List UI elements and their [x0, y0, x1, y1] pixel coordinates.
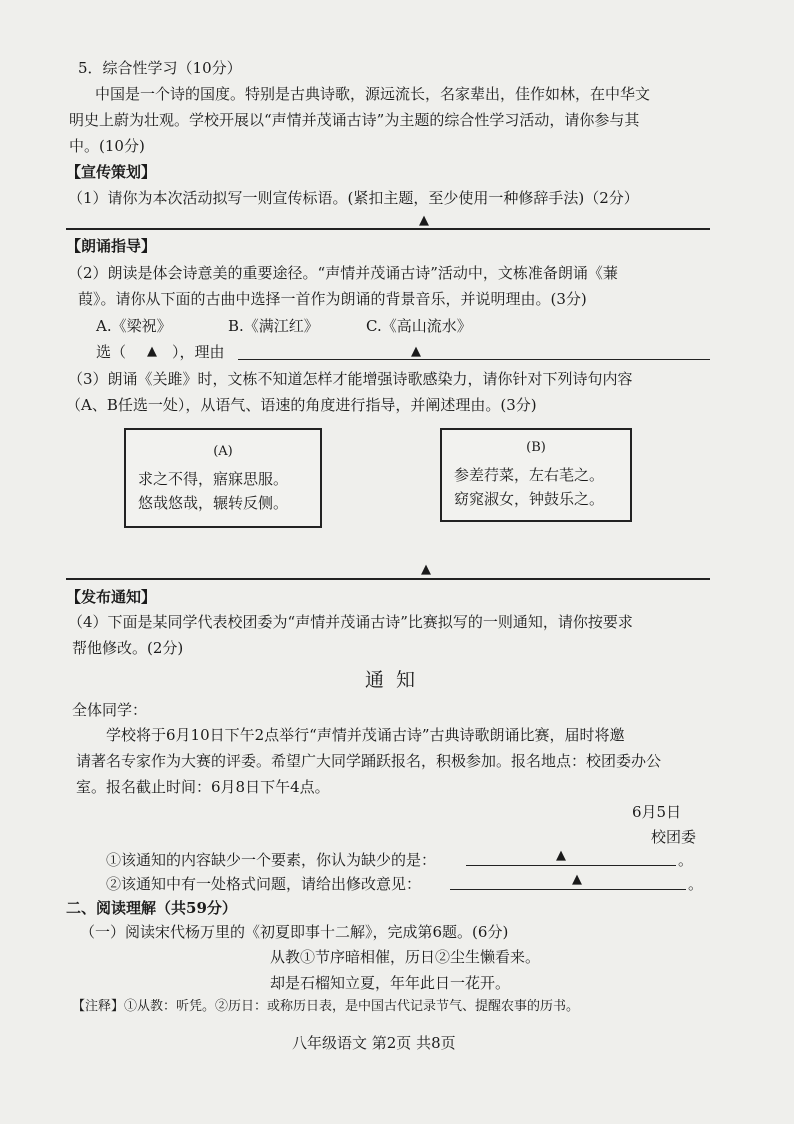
- poem-line-2: 却是石榴知立夏，年年此日一花开。: [270, 974, 511, 992]
- section-heading-recitation: 【朗诵指导】: [66, 237, 157, 255]
- sub-question-1-answer-line[interactable]: [466, 865, 676, 866]
- notice-date: 6月5日: [632, 803, 682, 821]
- box-b-label: (B): [526, 440, 546, 455]
- answer-line[interactable]: [66, 228, 710, 230]
- part-2-sub-heading: （一）阅读宋代杨万里的《初夏即事十二解》，完成第6题。(6分): [80, 923, 509, 941]
- box-a-line-1: 求之不得，寤寐思服。: [138, 470, 289, 488]
- answer-marker: ▲: [421, 562, 431, 577]
- poem-box-a: [124, 428, 322, 528]
- sub-question-2: ②该通知中有一处格式问题，请给出修改意见：: [106, 875, 422, 893]
- notice-body-line-3: 室。报名截止时间：6月8日下午4点。: [76, 778, 330, 796]
- question-5-title: 5．综合性学习（10分）: [78, 59, 242, 77]
- notice-body-line-2: 请著名专家作为大赛的评委。希望广大同学踊跃报名，积极参加。报名地点：校团委办公: [76, 752, 662, 770]
- answer-marker: ▲: [556, 848, 566, 863]
- answer-marker: ▲: [419, 213, 429, 228]
- question-3-line-1: （3）朗诵《关雎》时，文栋不知道怎样才能增强诗歌感染力，请你针对下列诗句内容: [68, 370, 633, 388]
- notice-title: 通知: [365, 669, 428, 691]
- page-footer: 八年级语文 第2页 共8页: [292, 1034, 456, 1052]
- question-1-text: （1）请你为本次活动拟写一则宣传标语。(紧扣主题，至少使用一种修辞手法)（2分）: [68, 189, 639, 207]
- notice-signer: 校团委: [651, 828, 697, 846]
- period: 。: [688, 875, 704, 893]
- option-c: C.《高山流水》: [366, 317, 472, 335]
- poem-annotation: 【注释】①从教：听凭。②历日：或称历日表，是中国古代记录节气、提醒农事的历书。: [72, 999, 580, 1014]
- question-2-line-1: （2）朗读是体会诗意美的重要途径。“声情并茂诵古诗”活动中，文栋准备朗诵《蒹: [68, 264, 618, 282]
- select-suffix: ），理由: [172, 343, 225, 361]
- question-3-line-2: （A、B任选一处），从语气、语速的角度进行指导，并阐述理由。(3分): [66, 396, 537, 414]
- reason-answer-line[interactable]: [238, 359, 710, 360]
- poem-line-1: 从教①节序暗相催，历日②尘生懒看来。: [270, 948, 541, 966]
- box-a-label: (A): [213, 444, 233, 459]
- part-2-heading: 二、阅读理解（共59分）: [66, 899, 237, 917]
- intro-line-3: 中。(10分): [69, 137, 145, 155]
- period: 。: [678, 851, 694, 869]
- option-b: B.《满江红》: [228, 317, 319, 335]
- sub-question-1: ①该通知的内容缺少一个要素，你认为缺少的是：: [106, 851, 437, 869]
- select-prefix: 选（: [96, 343, 127, 361]
- question-2-line-2: 葭》。请你从下面的古曲中选择一首作为朗诵的背景音乐，并说明理由。(3分): [78, 290, 587, 308]
- question-4-line-1: （4）下面是某同学代表校团委为“声情并茂诵古诗”比赛拟写的一则通知，请你按要求: [68, 613, 633, 631]
- answer-line[interactable]: [66, 578, 710, 580]
- option-a: A.《梁祝》: [96, 317, 172, 335]
- intro-line-1: 中国是一个诗的国度。特别是古典诗歌，源远流长，名家辈出，佳作如林，在中华文: [95, 85, 651, 103]
- notice-body-line-1: 学校将于6月10日下午2点举行“声情并茂诵古诗”古典诗歌朗诵比赛，届时将邀: [106, 726, 625, 744]
- box-b-line-2: 窈窕淑女，钟鼓乐之。: [454, 490, 605, 508]
- intro-line-2: 明史上蔚为壮观。学校开展以“声情并茂诵古诗”为主题的综合性学习活动，请你参与其: [69, 111, 640, 129]
- poem-box-b: [440, 428, 632, 522]
- notice-salutation: 全体同学：: [72, 701, 148, 719]
- section-heading-publicity: 【宣传策划】: [66, 163, 157, 181]
- sub-question-2-answer-line[interactable]: [450, 889, 686, 890]
- question-4-line-2: 帮他修改。(2分): [72, 639, 184, 657]
- answer-marker: ▲: [147, 344, 157, 359]
- box-a-line-2: 悠哉悠哉，辗转反侧。: [138, 494, 289, 512]
- answer-marker: ▲: [411, 344, 421, 359]
- box-b-line-1: 参差荇菜，左右芼之。: [454, 466, 605, 484]
- answer-marker: ▲: [572, 872, 582, 887]
- section-heading-notice: 【发布通知】: [66, 588, 157, 606]
